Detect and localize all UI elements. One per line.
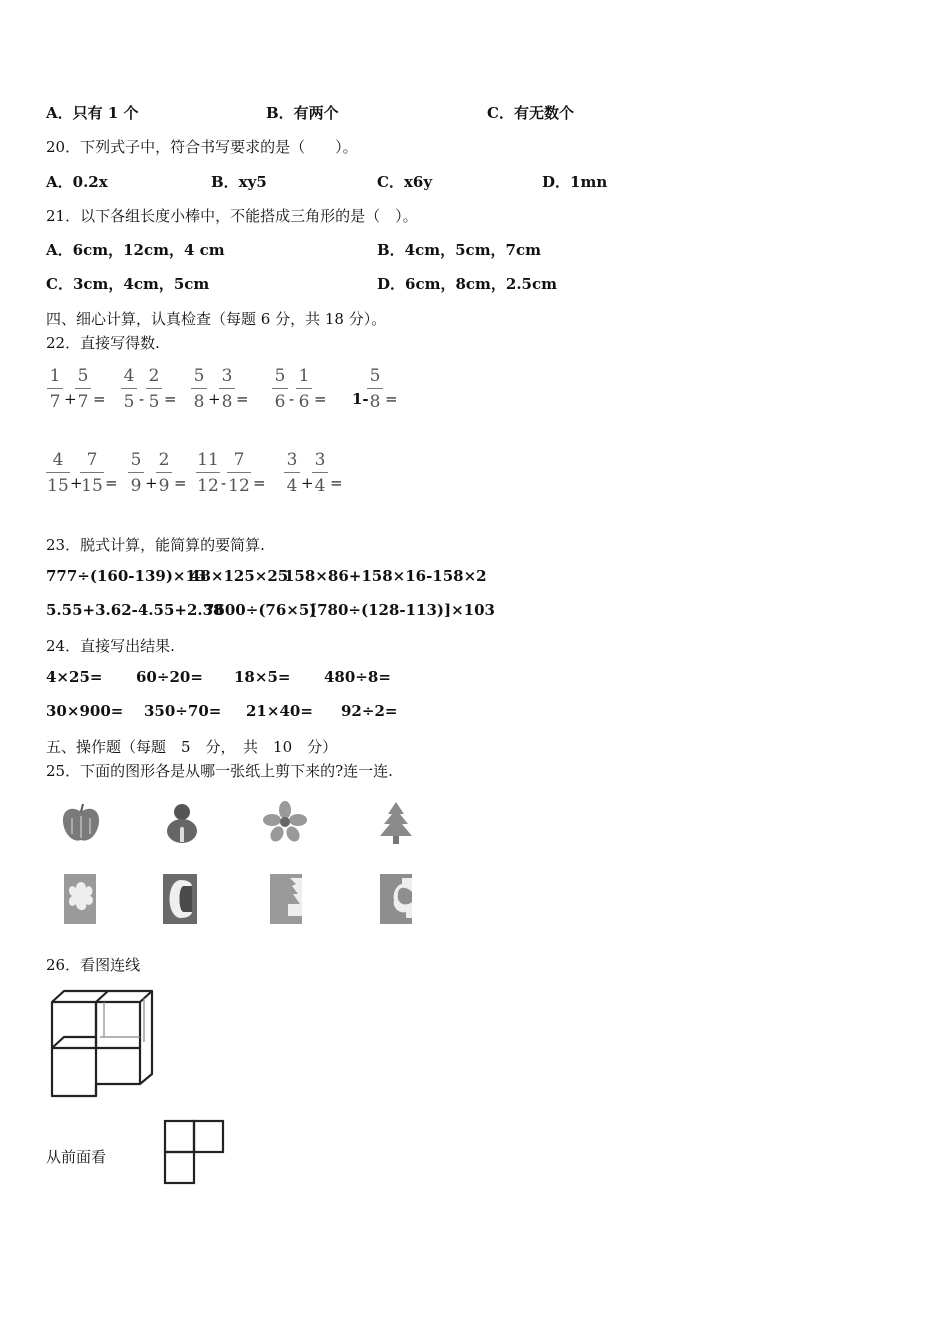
fraction: 2 9 <box>156 449 172 497</box>
fraction: 3 4 <box>284 449 300 497</box>
fraction: 1 6 <box>296 365 312 413</box>
q19-option-a: A．只有 1 个 <box>46 104 139 122</box>
q21-option-a: A．6cm，12cm，4 cm <box>46 241 225 259</box>
fraction: 1 7 <box>47 365 63 413</box>
paper-piece-d-icon <box>376 872 416 926</box>
fraction: 3 8 <box>219 365 235 413</box>
gourd-shape-icon <box>160 798 204 846</box>
fraction: 5 8 <box>191 365 207 413</box>
fraction: 5 9 <box>128 449 144 497</box>
front-view-grid <box>162 1118 226 1186</box>
equals-sign: = <box>385 390 398 408</box>
flower-shape-icon <box>262 800 308 844</box>
fraction: 11 12 <box>197 450 219 496</box>
section-4-heading: 四、细心计算，认真检查（每题 6 分，共 18 分）。 <box>46 310 387 328</box>
q24-stem: 24．直接写出结果. <box>46 637 175 655</box>
operator: + <box>208 390 221 408</box>
equals-sign: = <box>174 474 187 492</box>
paper-piece-b-icon <box>160 872 200 926</box>
q23-expr: 5.55+3.62-4.55+2.38 <box>46 601 224 619</box>
operator: - <box>289 390 295 408</box>
q24-expr: 60÷20= <box>136 668 203 686</box>
front-view-label: 从前面看 <box>46 1148 107 1166</box>
q23-expr: 158×86+158×16-158×2 <box>284 567 487 585</box>
q24-expr: 4×25= <box>46 668 103 686</box>
fraction: 5 8 <box>367 365 383 413</box>
q24-expr: 30×900= <box>46 702 124 720</box>
operator: + <box>64 390 77 408</box>
q20-option-b: B．xy5 <box>211 173 267 191</box>
fraction: 4 5 <box>121 365 137 413</box>
equals-sign: = <box>314 390 327 408</box>
q23-expr: [780÷(128-113)]×103 <box>310 601 495 619</box>
fraction: 5 7 <box>75 365 91 413</box>
equals-sign: = <box>164 390 177 408</box>
q21-option-d: D．6cm，8cm，2.5cm <box>377 275 557 293</box>
q20-option-c: C．x6y <box>377 173 433 191</box>
fraction: 7 12 <box>228 450 250 496</box>
q21-stem: 21．以下各组长度小棒中，不能搭成三角形的是（ ）。 <box>46 207 418 225</box>
q24-expr: 350÷70= <box>144 702 222 720</box>
operator: - <box>139 390 145 408</box>
equals-sign: = <box>253 474 266 492</box>
equals-sign: = <box>236 390 249 408</box>
q23-expr: 48×125×25 <box>190 567 289 585</box>
q24-expr: 21×40= <box>246 702 313 720</box>
fraction: 7 15 <box>81 450 103 496</box>
operator: - <box>221 474 227 492</box>
q25-stem: 25．下面的图形各是从哪一张纸上剪下来的?连一连. <box>46 762 393 780</box>
operator: + <box>301 474 314 492</box>
equals-sign: = <box>93 390 106 408</box>
tree-shape-icon <box>374 800 418 846</box>
apple-shape-icon <box>58 800 104 846</box>
q21-option-b: B．4cm，5cm，7cm <box>377 241 542 259</box>
equals-sign: = <box>330 474 343 492</box>
q22-stem: 22．直接写得数. <box>46 334 160 352</box>
cube-stack-drawing <box>44 986 160 1104</box>
q20-stem: 20．下列式子中，符合书写要求的是（ ）。 <box>46 138 358 156</box>
q20-option-d: D．1mn <box>542 173 608 191</box>
fraction: 2 5 <box>146 365 162 413</box>
fraction: 4 15 <box>47 450 69 496</box>
fraction: 5 6 <box>272 365 288 413</box>
q24-expr: 480÷8= <box>324 668 391 686</box>
equals-sign: = <box>105 474 118 492</box>
q24-expr: 18×5= <box>234 668 291 686</box>
q24-expr: 92÷2= <box>341 702 398 720</box>
q23-stem: 23．脱式计算，能简算的要简算. <box>46 536 265 554</box>
fraction: 3 4 <box>312 449 328 497</box>
section-5-heading: 五、操作题（每题 5 分， 共 10 分） <box>46 738 338 756</box>
q26-stem: 26．看图连线 <box>46 956 141 974</box>
q20-option-a: A．0.2x <box>46 173 108 191</box>
operator: + <box>70 474 83 492</box>
q21-option-c: C．3cm，4cm，5cm <box>46 275 210 293</box>
one-minus: 1- <box>352 390 369 408</box>
q19-option-b: B．有两个 <box>266 104 339 122</box>
paper-piece-c-icon <box>266 872 306 926</box>
q23-expr: 777÷(160-139)×13 <box>46 567 207 585</box>
q19-option-c: C．有无数个 <box>487 104 574 122</box>
paper-piece-a-icon <box>60 872 100 926</box>
q23-expr: 7600÷(76×5) <box>204 601 317 619</box>
operator: + <box>145 474 158 492</box>
